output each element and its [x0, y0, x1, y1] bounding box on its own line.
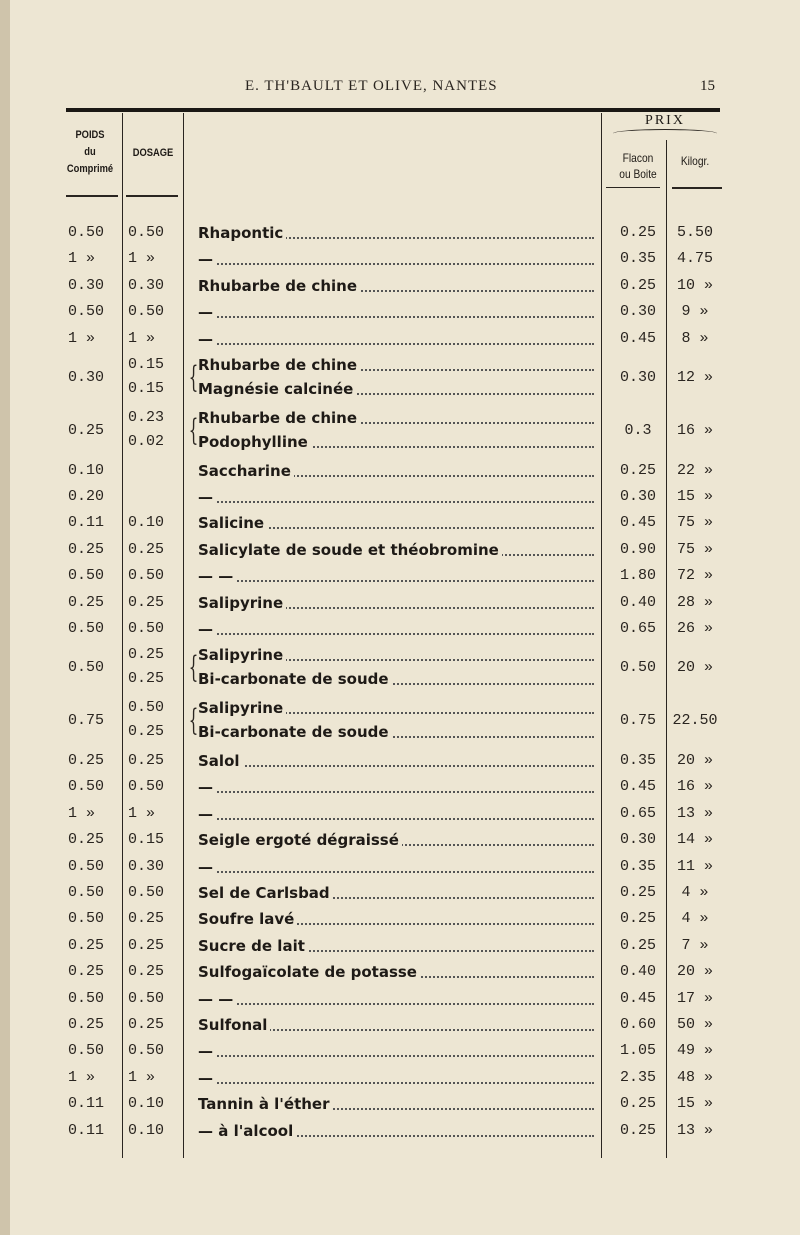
- table-row: [0, 616, 800, 642]
- product-name: [198, 827, 598, 853]
- flacon-price: 0.25: [619, 1095, 656, 1113]
- flacon-price: 1.05: [619, 1042, 656, 1060]
- kilo-price: 16 »: [676, 421, 713, 439]
- product-name-inner: [198, 963, 420, 981]
- dosage-value: 0.15: [128, 380, 165, 397]
- product-name: [198, 906, 598, 932]
- kilo-price: 13 »: [676, 804, 713, 822]
- product-name-text: Saccharine: [198, 462, 294, 480]
- flacon-price: 0.25: [619, 936, 656, 954]
- product-name: [198, 537, 598, 563]
- leader-dots: [198, 765, 594, 767]
- product-name: [198, 484, 598, 510]
- top-rule: [66, 108, 720, 112]
- table-row: [0, 1065, 800, 1091]
- dosage-value: 0.50: [128, 1042, 165, 1060]
- kilo-price: 14 »: [676, 831, 713, 849]
- product-name-text: Podophylline: [198, 433, 311, 451]
- table-row: [0, 484, 800, 510]
- brace-symbol: {: [188, 360, 199, 395]
- dosage-value: 0.25: [128, 963, 165, 981]
- product-name-inner: [198, 356, 360, 374]
- product-name-inner: [198, 594, 286, 612]
- product-name: [198, 326, 598, 352]
- table-row: [0, 563, 800, 589]
- table-row: [0, 1038, 800, 1064]
- col-header-flacon: [611, 150, 665, 182]
- table-row: [0, 642, 800, 694]
- flacon-price: 0.3: [624, 421, 652, 439]
- dosage-value: 1 »: [128, 329, 156, 347]
- product-name-text: —: [198, 1042, 216, 1060]
- product-name: [198, 616, 598, 642]
- kilo-price: 26 »: [676, 620, 713, 637]
- leader-dots: [198, 263, 594, 265]
- table-row: [0, 220, 800, 246]
- brace-symbol: {: [188, 703, 199, 739]
- product-name-inner: [198, 224, 286, 242]
- product-name: [198, 719, 598, 745]
- poids-value: 0.20: [68, 488, 105, 505]
- product-name: [198, 510, 598, 536]
- kilo-price: 16 »: [676, 778, 713, 796]
- kilo-price: 7 »: [681, 936, 709, 954]
- product-name-inner: [198, 805, 216, 823]
- flacon-price: 0.40: [619, 963, 656, 981]
- product-name: [198, 774, 598, 800]
- product-name-text: Sulfogaïcolate de potasse: [198, 963, 420, 981]
- kilo-price: 5.50: [676, 224, 713, 241]
- product-name-inner: [198, 303, 216, 321]
- product-name-text: Sucre de lait: [198, 937, 308, 955]
- product-name: [198, 405, 598, 431]
- dosage-value: 0.50: [128, 567, 165, 585]
- flacon-price: 0.35: [619, 752, 656, 769]
- product-name: [198, 666, 598, 692]
- product-name-inner: [198, 670, 392, 688]
- poids-value: 1 »: [68, 1068, 96, 1086]
- kilo-price: 20 »: [676, 963, 713, 981]
- flacon-price: 0.45: [619, 778, 656, 796]
- flacon-price: 0.25: [619, 276, 656, 294]
- product-name: [198, 801, 598, 827]
- product-name-text: Rhubarbe de chine: [198, 277, 360, 295]
- flacon-price: 0.30: [619, 488, 656, 505]
- leader-dots: [198, 791, 594, 793]
- leader-dots: [198, 871, 594, 873]
- table-row: [0, 933, 800, 959]
- poids-value: 0.75: [68, 712, 105, 730]
- dosage-value: 0.25: [128, 752, 165, 769]
- product-name-inner: [198, 884, 333, 902]
- product-name-text: —: [198, 620, 216, 638]
- dosage-value: 0.50: [128, 224, 165, 241]
- product-name-inner: [198, 541, 502, 559]
- dosage-value: 0.25: [128, 1016, 165, 1033]
- table-row: [0, 458, 800, 484]
- dosage-underline: [126, 195, 178, 197]
- dosage-value: 0.25: [128, 540, 165, 558]
- table-row: [0, 326, 800, 352]
- poids-value: 0.25: [68, 593, 105, 611]
- table-row: [0, 299, 800, 325]
- poids-value: 0.11: [68, 1121, 105, 1139]
- product-name-inner: [198, 990, 236, 1008]
- product-name-inner: [198, 277, 360, 295]
- col-header-poids-1: POIDS: [75, 129, 105, 141]
- table-row: [0, 906, 800, 932]
- product-name: [198, 590, 598, 616]
- table-row: [0, 510, 800, 536]
- poids-value: 0.50: [68, 1042, 105, 1060]
- leader-dots: [198, 343, 594, 345]
- kilo-price: 20 »: [676, 659, 713, 677]
- product-name-inner: [198, 937, 308, 955]
- poids-value: 0.50: [68, 303, 105, 321]
- poids-value: 0.50: [68, 989, 105, 1007]
- product-name-inner: [198, 514, 267, 532]
- product-name-inner: [198, 330, 216, 348]
- product-name-text: Sulfonal: [198, 1016, 270, 1034]
- poids-value: 0.25: [68, 831, 105, 849]
- flacon-price: 0.45: [619, 514, 656, 532]
- flacon-price: 2.35: [619, 1068, 656, 1086]
- product-name-inner: [198, 620, 216, 638]
- product-name: [198, 1012, 598, 1038]
- product-name: [198, 748, 598, 774]
- product-name-inner: [198, 433, 311, 451]
- poids-value: 1 »: [68, 804, 96, 822]
- col-header-poids: [66, 127, 114, 178]
- kilo-price: 28 »: [676, 593, 713, 611]
- table-row: [0, 405, 800, 457]
- flacon-price: 0.25: [619, 910, 656, 928]
- product-name-text: —: [198, 330, 216, 348]
- kilo-price: 10 »: [676, 276, 713, 294]
- table-row: [0, 959, 800, 985]
- dosage-value: 0.23: [128, 408, 165, 426]
- product-name-text: —: [198, 778, 216, 796]
- kilo-price: 22.50: [672, 712, 718, 730]
- leader-dots: [198, 633, 594, 635]
- poids-value: 1 »: [68, 329, 96, 347]
- table-row: [0, 1091, 800, 1117]
- page-header: [0, 78, 800, 100]
- poids-value: 0.25: [68, 540, 105, 558]
- product-name-inner: [198, 567, 236, 585]
- poids-underline: [66, 195, 118, 197]
- poids-value: 0.25: [68, 421, 105, 439]
- table-row: [0, 880, 800, 906]
- product-name-inner: [198, 831, 402, 849]
- dosage-value: 0.10: [128, 1121, 165, 1139]
- poids-value: 0.25: [68, 963, 105, 981]
- product-name-text: —: [198, 303, 216, 321]
- product-name-text: Rhubarbe de chine: [198, 356, 360, 374]
- dosage-value: 0.50: [128, 620, 165, 637]
- table-row: [0, 352, 800, 404]
- product-name-text: Bi-carbonate de soude: [198, 670, 392, 688]
- kilo-price: 15 »: [676, 1095, 713, 1113]
- kilo-price: 4 »: [681, 884, 709, 901]
- product-name-text: Salol: [198, 752, 243, 770]
- product-name-text: Sel de Carlsbad: [198, 884, 333, 902]
- kilo-price: 50 »: [676, 1016, 713, 1033]
- flacon-price: 0.65: [619, 620, 656, 637]
- dosage-value: 0.50: [128, 303, 165, 321]
- poids-value: 0.30: [68, 276, 105, 294]
- poids-value: 0.25: [68, 752, 105, 769]
- poids-value: 0.50: [68, 659, 105, 677]
- product-name: [198, 273, 598, 299]
- product-name-inner: [198, 699, 286, 717]
- kilo-price: 75 »: [676, 514, 713, 532]
- flacon-underline: [606, 187, 660, 188]
- page-number: 15: [700, 78, 715, 94]
- product-name-text: Salipyrine: [198, 699, 286, 717]
- col-header-dosage: DOSAGE: [132, 147, 174, 159]
- product-name-inner: [198, 910, 297, 928]
- poids-value: 1 »: [68, 250, 96, 268]
- product-name: [198, 299, 598, 325]
- flacon-price: 0.30: [619, 369, 656, 386]
- kilo-price: 17 »: [676, 989, 713, 1007]
- poids-value: 0.10: [68, 461, 105, 479]
- flacon-price: 0.60: [619, 1016, 656, 1033]
- kilo-price: 9 »: [681, 303, 709, 321]
- dosage-value: 0.30: [128, 857, 165, 875]
- product-name: [198, 959, 598, 985]
- product-name-text: —: [198, 805, 216, 823]
- product-name-text: —: [198, 250, 216, 268]
- product-name-text: Salicine: [198, 514, 267, 532]
- flacon-price: 0.25: [619, 884, 656, 901]
- product-name-inner: [198, 1042, 216, 1060]
- kilo-price: 8 »: [681, 329, 709, 347]
- running-title: E. TH'BAULT ET OLIVE, NANTES: [245, 78, 498, 94]
- product-name: [198, 933, 598, 959]
- product-name-inner: [198, 462, 294, 480]
- product-name-inner: [198, 250, 216, 268]
- dosage-value: 0.25: [128, 593, 165, 611]
- leader-dots: [198, 501, 594, 503]
- kilo-price: 48 »: [676, 1068, 713, 1086]
- kilo-price: 11 »: [676, 857, 713, 875]
- dosage-value: 0.15: [128, 831, 165, 849]
- product-name: [198, 854, 598, 880]
- brace-symbol: {: [188, 650, 199, 686]
- leader-dots: [198, 1082, 594, 1084]
- product-name-text: Rhubarbe de chine: [198, 409, 360, 427]
- product-name: [198, 1118, 598, 1144]
- dosage-value: 0.25: [128, 670, 165, 688]
- dosage-value: 1 »: [128, 1068, 156, 1086]
- product-name: [198, 220, 598, 246]
- product-name: [198, 1065, 598, 1091]
- product-name: [198, 642, 598, 668]
- dosage-value: 0.25: [128, 936, 165, 954]
- dosage-value: 0.25: [128, 646, 165, 664]
- poids-value: 0.11: [68, 514, 105, 532]
- kilo-underline: [672, 187, 722, 189]
- poids-value: 0.25: [68, 936, 105, 954]
- product-name: [198, 563, 598, 589]
- col-header-kilo: Kilogr.: [680, 154, 710, 168]
- product-name-text: Rhapontic: [198, 224, 286, 242]
- product-name: [198, 1038, 598, 1064]
- leader-dots: [198, 316, 594, 318]
- product-name-text: Bi-carbonate de soude: [198, 723, 392, 741]
- dosage-value: 0.02: [128, 432, 165, 450]
- poids-value: 0.50: [68, 567, 105, 585]
- product-name-text: Soufre lavé: [198, 910, 297, 928]
- kilo-price: 75 »: [676, 540, 713, 558]
- dosage-value: 0.50: [128, 778, 165, 796]
- poids-value: 0.50: [68, 224, 105, 241]
- kilo-price: 4 »: [681, 910, 709, 928]
- dosage-value: 0.50: [128, 989, 165, 1007]
- kilo-price: 4.75: [676, 250, 713, 268]
- product-name-text: Salipyrine: [198, 594, 286, 612]
- product-name-text: Magnésie calcinée: [198, 380, 356, 398]
- table-row: [0, 986, 800, 1012]
- brace-symbol: {: [188, 412, 199, 448]
- dosage-value: 0.25: [128, 723, 165, 741]
- dosage-value: 0.10: [128, 1095, 165, 1113]
- product-name-text: — à l'alcool: [198, 1122, 296, 1140]
- flacon-price: 0.35: [619, 857, 656, 875]
- poids-value: 0.50: [68, 910, 105, 928]
- flacon-price: 0.25: [619, 1121, 656, 1139]
- poids-value: 0.30: [68, 369, 105, 386]
- product-name-text: —: [198, 858, 216, 876]
- prix-brace: [613, 129, 717, 138]
- product-name-inner: [198, 380, 356, 398]
- dosage-value: 0.10: [128, 514, 165, 532]
- poids-value: 0.11: [68, 1095, 105, 1113]
- col-header-flacon-1: Flacon: [622, 151, 654, 165]
- flacon-price: 0.25: [619, 224, 656, 241]
- poids-value: 0.50: [68, 620, 105, 637]
- product-name-inner: [198, 488, 216, 506]
- flacon-price: 0.30: [619, 303, 656, 321]
- product-name-inner: [198, 778, 216, 796]
- leader-dots: [198, 1055, 594, 1057]
- table-row: [0, 801, 800, 827]
- product-name-text: Seigle ergoté dégraissé: [198, 831, 402, 849]
- kilo-price: 72 »: [676, 567, 713, 585]
- product-name-inner: [198, 1122, 296, 1140]
- product-name: [198, 376, 598, 402]
- product-name: [198, 880, 598, 906]
- flacon-price: 0.35: [619, 250, 656, 268]
- flacon-price: 0.30: [619, 831, 656, 849]
- dosage-value: 0.30: [128, 276, 165, 294]
- product-name-inner: [198, 752, 243, 770]
- col-header-prix: PRIX: [645, 113, 685, 128]
- poids-value: 0.50: [68, 857, 105, 875]
- dosage-value: 0.50: [128, 884, 165, 901]
- product-name-inner: [198, 723, 392, 741]
- flacon-price: 0.40: [619, 593, 656, 611]
- leader-dots: [198, 818, 594, 820]
- product-name: [198, 352, 598, 378]
- product-name-inner: [198, 1069, 216, 1087]
- table-row: [0, 1118, 800, 1144]
- table-row: [0, 537, 800, 563]
- product-name: [198, 429, 598, 455]
- flacon-price: 0.90: [619, 540, 656, 558]
- product-name-inner: [198, 1016, 270, 1034]
- product-name-inner: [198, 646, 286, 664]
- poids-value: 0.25: [68, 1016, 105, 1033]
- table-row: [0, 1012, 800, 1038]
- dosage-value: 1 »: [128, 804, 156, 822]
- table-row: [0, 774, 800, 800]
- product-name: [198, 458, 598, 484]
- kilo-price: 49 »: [676, 1042, 713, 1060]
- kilo-price: 13 »: [676, 1121, 713, 1139]
- product-name: [198, 695, 598, 721]
- flacon-price: 0.45: [619, 989, 656, 1007]
- product-name-text: — —: [198, 990, 236, 1008]
- product-name-text: Salicylate de soude et théobromine: [198, 541, 502, 559]
- product-name-text: Salipyrine: [198, 646, 286, 664]
- table-row: [0, 273, 800, 299]
- table-row: [0, 854, 800, 880]
- flacon-price: 0.65: [619, 804, 656, 822]
- col-header-flacon-2: ou Boite: [619, 167, 657, 181]
- flacon-price: 0.25: [619, 461, 656, 479]
- poids-value: 0.50: [68, 884, 105, 901]
- table-row: [0, 748, 800, 774]
- flacon-price: 0.75: [619, 712, 656, 730]
- product-name-text: —: [198, 1069, 216, 1087]
- leader-dots: [198, 1003, 594, 1005]
- poids-value: 0.50: [68, 778, 105, 796]
- table-row: [0, 246, 800, 272]
- col-header-poids-2: du: [84, 146, 96, 158]
- product-name: [198, 1091, 598, 1117]
- table-row: [0, 695, 800, 747]
- col-header-poids-3: Comprimé: [66, 163, 114, 175]
- product-name-inner: [198, 1095, 333, 1113]
- dosage-value: 0.25: [128, 910, 165, 928]
- leader-dots: [198, 580, 594, 582]
- table-row: [0, 827, 800, 853]
- kilo-price: 22 »: [676, 461, 713, 479]
- product-name: [198, 246, 598, 272]
- kilo-price: 15 »: [676, 488, 713, 505]
- flacon-price: 0.45: [619, 329, 656, 347]
- kilo-price: 20 »: [676, 752, 713, 769]
- product-name-text: —: [198, 488, 216, 506]
- product-name-text: — —: [198, 567, 236, 585]
- table-row: [0, 590, 800, 616]
- product-name-inner: [198, 409, 360, 427]
- product-name: [198, 986, 598, 1012]
- dosage-value: 1 »: [128, 250, 156, 268]
- dosage-value: 0.15: [128, 356, 165, 373]
- flacon-price: 1.80: [619, 567, 656, 585]
- product-name-text: Tannin à l'éther: [198, 1095, 333, 1113]
- product-name-inner: [198, 858, 216, 876]
- flacon-price: 0.50: [619, 659, 656, 677]
- dosage-value: 0.50: [128, 699, 165, 717]
- kilo-price: 12 »: [676, 369, 713, 386]
